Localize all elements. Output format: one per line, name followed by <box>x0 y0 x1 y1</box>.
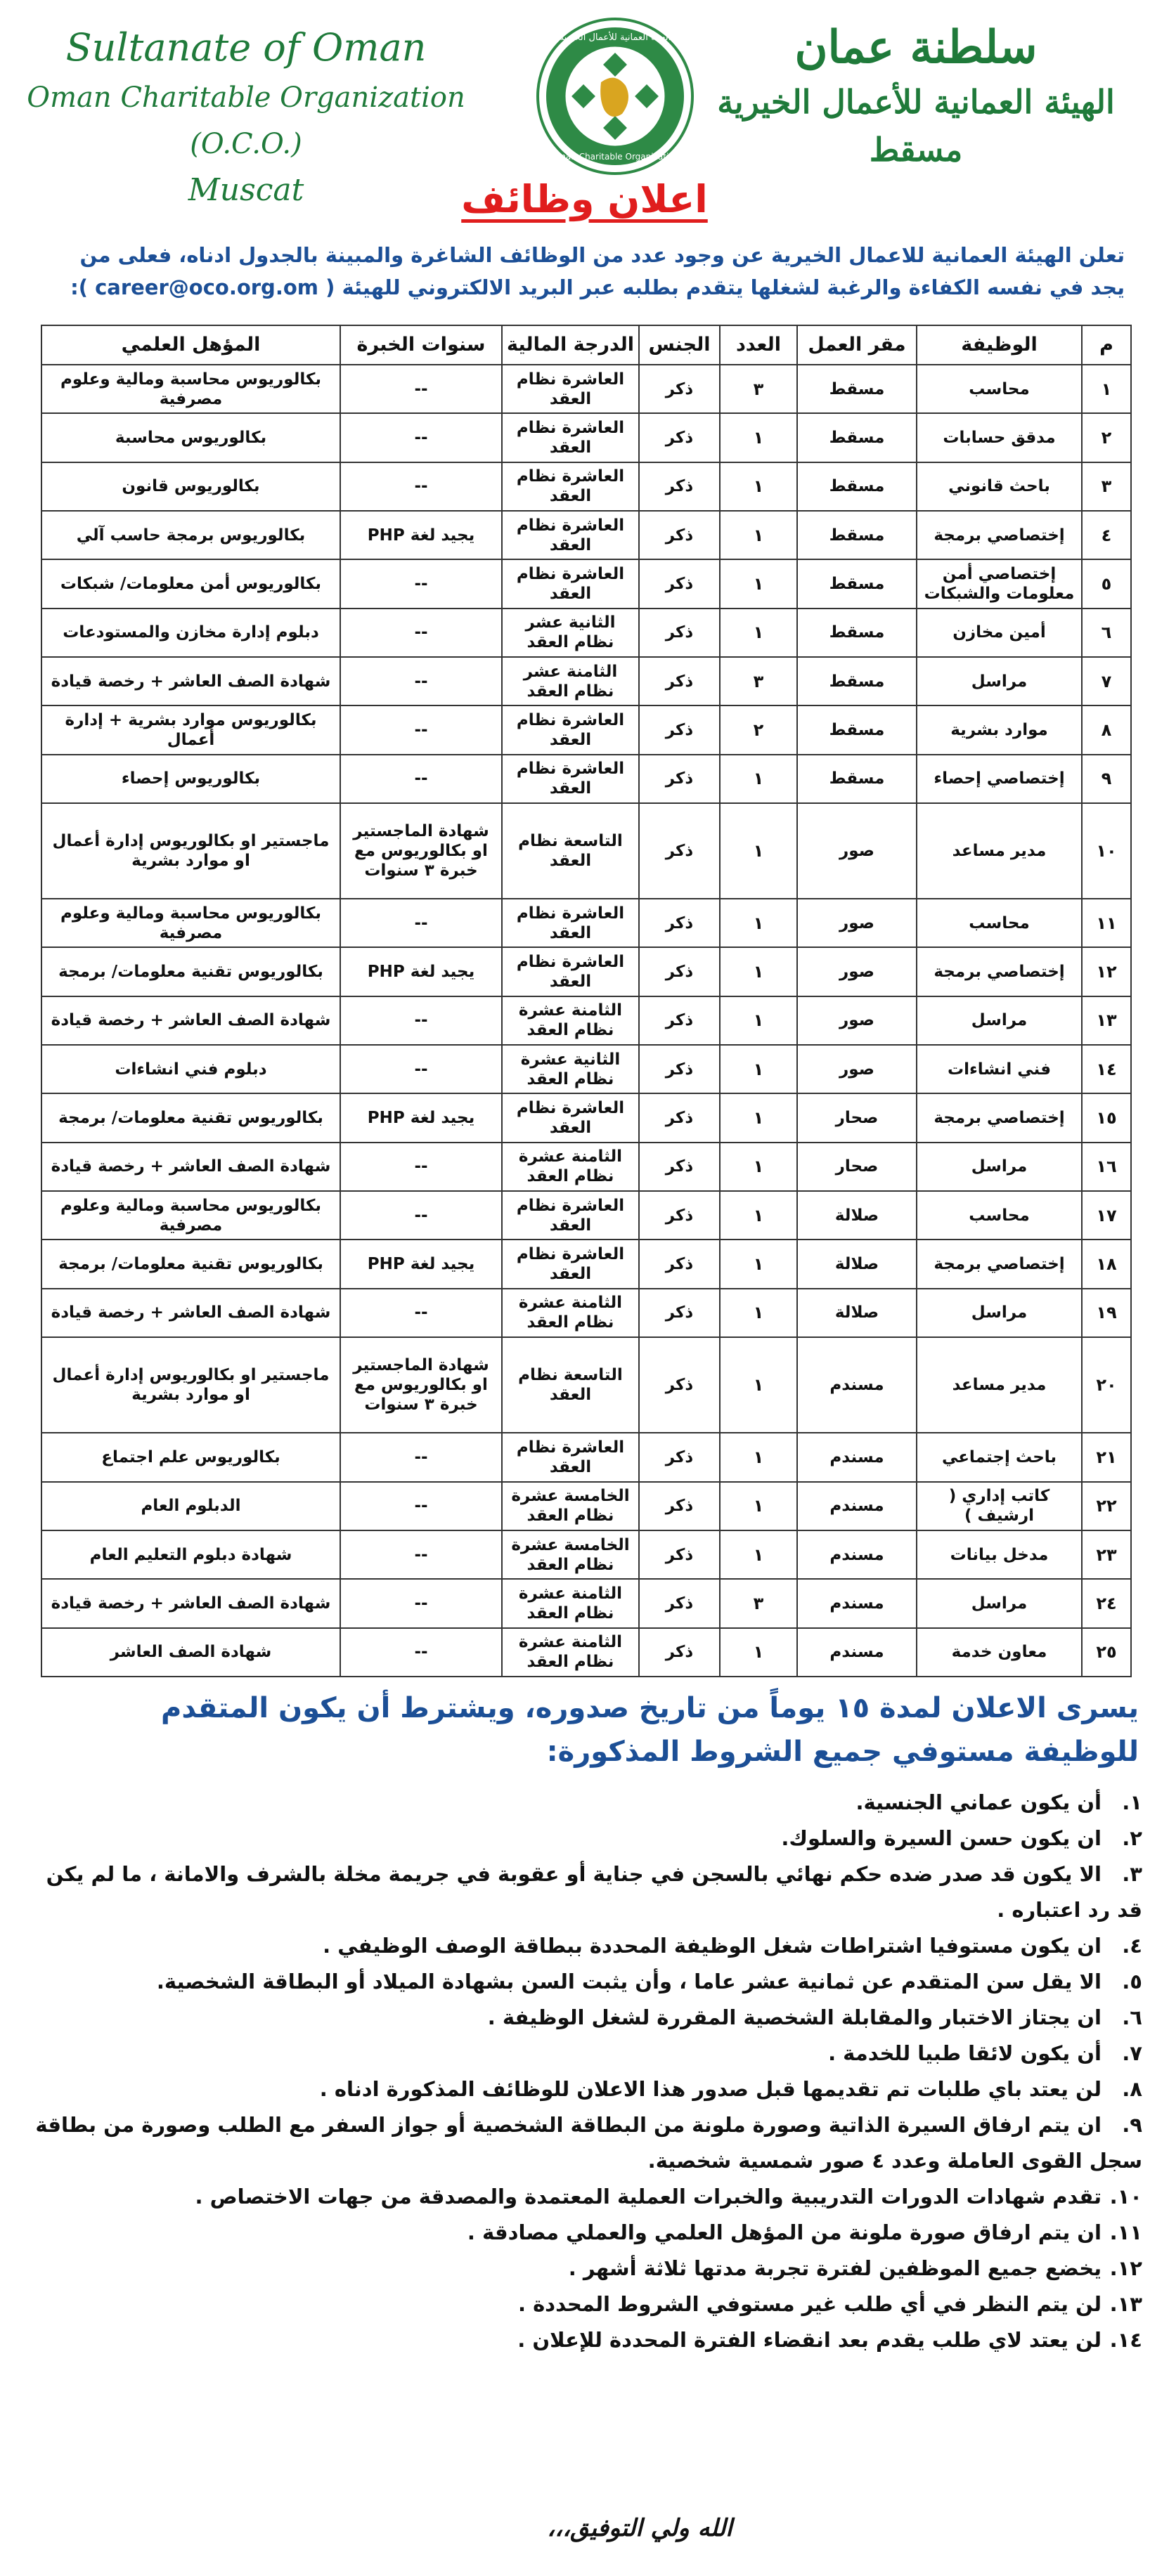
column-header: مقر العمل <box>797 325 917 365</box>
cell-loc: مسندم <box>797 1628 917 1677</box>
cell-grade: الثامنة عشرة نظام العقد <box>502 996 639 1045</box>
table-row <box>41 365 1131 413</box>
column-header: المؤهل العلمي <box>41 325 340 365</box>
cell-grade: العاشرة نظام العقد <box>502 899 639 947</box>
cell-qual: شهادة الصف العاشر + رخصة قيادة <box>41 996 340 1045</box>
cell-gender: ذكر <box>639 1628 720 1677</box>
table-row <box>41 511 1131 559</box>
cell-grade: العاشرة نظام العقد <box>502 755 639 803</box>
column-header: العدد <box>720 325 797 365</box>
cell-qual: بكالوريوس محاسبة ومالية وعلوم مصرفية <box>41 1191 340 1240</box>
cell-qual: دبلوم إدارة مخازن والمستودعات <box>41 609 340 657</box>
cell-exp: يجيد لغة PHP <box>340 1240 502 1288</box>
column-header: الجنس <box>639 325 720 365</box>
table-row <box>41 1337 1131 1433</box>
table-row <box>41 1191 1131 1240</box>
cell-count: ١ <box>720 1143 797 1191</box>
table-row <box>41 657 1131 705</box>
cell-job: مراسل <box>917 657 1082 705</box>
cell-grade: العاشرة نظام العقد <box>502 413 639 462</box>
cell-n: ٨ <box>1082 705 1131 754</box>
cell-gender: ذكر <box>639 947 720 996</box>
page-title: اعلان وظائف <box>461 177 708 221</box>
cell-exp: -- <box>340 755 502 803</box>
cell-gender: ذكر <box>639 1191 720 1240</box>
cell-exp: -- <box>340 996 502 1045</box>
cell-n: ١٣ <box>1082 996 1131 1045</box>
cell-gender: ذكر <box>639 609 720 657</box>
cell-count: ١ <box>720 609 797 657</box>
cell-count: ١ <box>720 1433 797 1481</box>
cell-loc: مسقط <box>797 462 917 511</box>
table-row <box>41 1289 1131 1337</box>
cell-grade: العاشرة نظام العقد <box>502 511 639 559</box>
table-row <box>41 1482 1131 1530</box>
cell-gender: ذكر <box>639 413 720 462</box>
cell-count: ١ <box>720 462 797 511</box>
cell-qual: بكالوريوس محاسبة <box>41 413 340 462</box>
cell-count: ١ <box>720 1628 797 1677</box>
condition-item <box>28 1821 1142 1856</box>
closing-signature: الله ولي التوفيق،،، <box>547 2514 732 2542</box>
cell-exp: -- <box>340 1433 502 1481</box>
cell-loc: صلالة <box>797 1289 917 1337</box>
cell-gender: ذكر <box>639 1143 720 1191</box>
contact-email: career@oco.org.om <box>95 275 318 299</box>
condition-number: ٥. <box>1122 1970 1142 1993</box>
cell-grade: الخامسة عشرة نظام العقد <box>502 1530 639 1579</box>
condition-item <box>28 1785 1142 1821</box>
cell-count: ١ <box>720 1045 797 1093</box>
cell-exp: -- <box>340 413 502 462</box>
cell-gender: ذكر <box>639 1579 720 1627</box>
column-header: م <box>1082 325 1131 365</box>
table-row <box>41 1579 1131 1627</box>
cell-grade: التاسعة نظام العقد <box>502 1337 639 1433</box>
cell-exp: -- <box>340 1289 502 1337</box>
cell-exp: -- <box>340 1530 502 1579</box>
cell-count: ١ <box>720 899 797 947</box>
cell-loc: صور <box>797 1045 917 1093</box>
condition-item <box>28 2071 1142 2107</box>
cell-exp: شهادة الماجستير او بكالوريوس مع خبرة ٣ سنوات <box>340 1337 502 1433</box>
table-row <box>41 559 1131 608</box>
cell-exp: -- <box>340 1045 502 1093</box>
cell-job: محاسب <box>917 1191 1082 1240</box>
cell-n: ٢٢ <box>1082 1482 1131 1530</box>
cell-n: ١٥ <box>1082 1093 1131 1142</box>
condition-text: يخضع جميع الموظفين لفترة تجربة مدتها ثلاثة أشهر . <box>568 2256 1102 2280</box>
cell-loc: مسندم <box>797 1530 917 1579</box>
country-name-en: Sultanate of Oman <box>65 25 427 70</box>
city-name-en: Muscat <box>188 172 304 208</box>
table-row <box>41 996 1131 1045</box>
cell-grade: العاشرة نظام العقد <box>502 559 639 608</box>
cell-loc: مسقط <box>797 559 917 608</box>
cell-job: باحث قانوني <box>917 462 1082 511</box>
cell-n: ٤ <box>1082 511 1131 559</box>
cell-job: محاسب <box>917 365 1082 413</box>
condition-number: ٧. <box>1122 2041 1142 2065</box>
cell-grade: العاشرة نظام العقد <box>502 1191 639 1240</box>
cell-gender: ذكر <box>639 755 720 803</box>
cell-n: ١١ <box>1082 899 1131 947</box>
table-row <box>41 1143 1131 1191</box>
cell-qual: شهادة الصف العاشر + رخصة قيادة <box>41 1143 340 1191</box>
cell-n: ٢٠ <box>1082 1337 1131 1433</box>
condition-text: أن يكون عماني الجنسية. <box>855 1790 1102 1814</box>
cell-n: ٧ <box>1082 657 1131 705</box>
cell-qual: بكالوريوس علم اجتماع <box>41 1433 340 1481</box>
cell-n: ١ <box>1082 365 1131 413</box>
cell-job: باحث إجتماعي <box>917 1433 1082 1481</box>
intro-close: ): <box>70 275 88 299</box>
condition-item <box>28 1928 1142 1964</box>
cell-count: ١ <box>720 511 797 559</box>
cell-loc: مسقط <box>797 511 917 559</box>
cell-count: ١ <box>720 803 797 899</box>
cell-job: فني انشاءات <box>917 1045 1082 1093</box>
condition-number: ٤. <box>1122 1934 1142 1958</box>
table-body <box>41 365 1131 1677</box>
cell-exp: -- <box>340 1191 502 1240</box>
table-row <box>41 1433 1131 1481</box>
column-header: الدرجة المالية <box>502 325 639 365</box>
cell-count: ١ <box>720 755 797 803</box>
cell-count: ١ <box>720 947 797 996</box>
cell-exp: يجيد لغة PHP <box>340 511 502 559</box>
cell-loc: صور <box>797 996 917 1045</box>
cell-grade: الثامنة عشرة نظام العقد <box>502 1579 639 1627</box>
cell-qual: بكالوريوس محاسبة ومالية وعلوم مصرفية <box>41 899 340 947</box>
cell-count: ٢ <box>720 705 797 754</box>
cell-count: ٣ <box>720 1579 797 1627</box>
cell-gender: ذكر <box>639 1530 720 1579</box>
cell-qual: بكالوريوس أمن معلومات/ شبكات <box>41 559 340 608</box>
cell-loc: صلالة <box>797 1240 917 1288</box>
cell-exp: -- <box>340 899 502 947</box>
cell-exp: -- <box>340 1143 502 1191</box>
condition-number: ١٣. <box>1109 2292 1142 2316</box>
table-row <box>41 705 1131 754</box>
cell-gender: ذكر <box>639 365 720 413</box>
cell-qual: شهادة الصف العاشر + رخصة قيادة <box>41 657 340 705</box>
cell-loc: مسقط <box>797 609 917 657</box>
condition-item <box>28 2036 1142 2071</box>
condition-number: ٩. <box>1122 2113 1142 2137</box>
condition-text: أن يكون لائقا طبيا للخدمة . <box>828 2041 1102 2065</box>
table-row <box>41 1045 1131 1093</box>
logo-ring-text: Oman Charitable Organization <box>550 152 680 162</box>
cell-loc: مسقط <box>797 365 917 413</box>
condition-number: ٣. <box>1122 1862 1142 1886</box>
condition-text: ان يتم ارفاق صورة ملونة من المؤهل العلمي والعملي مصادقة . <box>467 2220 1102 2244</box>
cell-count: ٣ <box>720 657 797 705</box>
cell-qual: بكالوريوس تقنية معلومات/ برمجة <box>41 1093 340 1142</box>
cell-exp: يجيد لغة PHP <box>340 947 502 996</box>
cell-job: أمين مخازن <box>917 609 1082 657</box>
cell-job: مراسل <box>917 996 1082 1045</box>
cell-qual: شهادة الصف العاشر + رخصة قيادة <box>41 1579 340 1627</box>
cell-gender: ذكر <box>639 657 720 705</box>
table-row <box>41 462 1131 511</box>
cell-qual: ماجستير او بكالوريوس إدارة أعمال او موارد بشرية <box>41 803 340 899</box>
cell-loc: مسندم <box>797 1337 917 1433</box>
cell-job: محاسب <box>917 899 1082 947</box>
condition-item <box>28 2251 1142 2286</box>
condition-item <box>28 2322 1142 2358</box>
cell-qual: بكالوريوس موارد بشرية + إدارة أعمال <box>41 705 340 754</box>
table-row <box>41 1530 1131 1579</box>
column-header: الوظيفة <box>917 325 1082 365</box>
condition-number: ٢. <box>1122 1826 1142 1850</box>
country-name-ar: سلطنة عمان <box>794 21 1038 74</box>
cell-exp: -- <box>340 1628 502 1677</box>
cell-n: ٥ <box>1082 559 1131 608</box>
condition-number: ١٠. <box>1109 2185 1142 2209</box>
cell-n: ٩ <box>1082 755 1131 803</box>
condition-text: لن يعتد باي طلبات تم تقديمها قبل صدور هذا الاعلان للوظائف المذكورة ادناه . <box>319 2077 1102 2101</box>
cell-loc: مسقط <box>797 657 917 705</box>
cell-gender: ذكر <box>639 559 720 608</box>
table-header-row <box>41 325 1131 365</box>
cell-loc: مسقط <box>797 413 917 462</box>
cell-grade: العاشرة نظام العقد <box>502 365 639 413</box>
condition-item <box>28 2215 1142 2251</box>
condition-text: ان يجتاز الاختبار والمقابلة الشخصية المقررة لشغل الوظيفة . <box>487 2005 1102 2029</box>
cell-loc: مسندم <box>797 1433 917 1481</box>
cell-grade: الثانية عشرة نظام العقد <box>502 1045 639 1093</box>
column-header: سنوات الخبرة <box>340 325 502 365</box>
cell-n: ٢١ <box>1082 1433 1131 1481</box>
cell-count: ١ <box>720 1482 797 1530</box>
cell-exp: -- <box>340 365 502 413</box>
condition-text: ان يتم ارفاق السيرة الذاتية وصورة ملونة من البطاقة الشخصية أو جواز السفر مع الطلب وصورة من بطاقة سجل القوى العاملة وعدد ٤ صور شمسية شخصية. <box>35 2113 1142 2173</box>
cell-n: ١٦ <box>1082 1143 1131 1191</box>
cell-job: مدير مساعد <box>917 1337 1082 1433</box>
cell-qual: بكالوريوس إحصاء <box>41 755 340 803</box>
cell-gender: ذكر <box>639 1093 720 1142</box>
condition-item <box>28 2000 1142 2036</box>
cell-loc: مسندم <box>797 1579 917 1627</box>
svg-text:الهيئة العمانية للأعمال الخيري: الهيئة العمانية للأعمال الخيرية <box>559 32 671 43</box>
organization-name-en: Oman Charitable Organization (O.C.O.) <box>27 82 465 160</box>
organization-name-ar: الهيئة العمانية للأعمال الخيرية <box>717 83 1115 121</box>
cell-exp: -- <box>340 609 502 657</box>
table-row <box>41 1093 1131 1142</box>
cell-count: ١ <box>720 1093 797 1142</box>
cell-n: ١٠ <box>1082 803 1131 899</box>
cell-loc: صحار <box>797 1093 917 1142</box>
cell-grade: العاشرة نظام العقد <box>502 1240 639 1288</box>
cell-job: موارد بشرية <box>917 705 1082 754</box>
cell-gender: ذكر <box>639 1482 720 1530</box>
cell-qual: بكالوريوس برمجة حاسب آلي <box>41 511 340 559</box>
table-row <box>41 1240 1131 1288</box>
conditions-heading: يسرى الاعلان لمدة ١٥ يوماً من تاريخ صدوره، ويشترط أن يكون المتقدم للوظيفة مستوفي جميع الشروط المذكورة: <box>161 1692 1139 1768</box>
cell-count: ١ <box>720 413 797 462</box>
condition-number: ٨. <box>1122 2077 1142 2101</box>
cell-grade: التاسعة نظام العقد <box>502 803 639 899</box>
condition-text: لن يتم النظر في أي طلب غير مستوفي الشروط المحددة . <box>517 2292 1102 2316</box>
cell-exp: يجيد لغة PHP <box>340 1093 502 1142</box>
arabic-letterhead <box>691 18 1141 173</box>
condition-number: ١١. <box>1109 2220 1142 2244</box>
city-name-ar: مسقط <box>869 131 963 169</box>
cell-job: مراسل <box>917 1143 1082 1191</box>
cell-n: ٢٥ <box>1082 1628 1131 1677</box>
table-row <box>41 947 1131 996</box>
condition-number: ١٤. <box>1109 2328 1142 2352</box>
cell-qual: دبلوم فني انشاءات <box>41 1045 340 1093</box>
cell-count: ١ <box>720 559 797 608</box>
cell-job: مراسل <box>917 1579 1082 1627</box>
cell-loc: صور <box>797 899 917 947</box>
cell-job: إختصاصي برمجة <box>917 1240 1082 1288</box>
table-row <box>41 755 1131 803</box>
cell-count: ١ <box>720 1530 797 1579</box>
cell-loc: مسندم <box>797 1482 917 1530</box>
cell-job: إختصاصي برمجة <box>917 1093 1082 1142</box>
cell-count: ١ <box>720 1191 797 1240</box>
cell-grade: العاشرة نظام العقد <box>502 705 639 754</box>
vacancies-table <box>41 325 1132 1677</box>
cell-n: ٢ <box>1082 413 1131 462</box>
cell-gender: ذكر <box>639 462 720 511</box>
cell-n: ٣ <box>1082 462 1131 511</box>
cell-grade: الثانية عشر نظام العقد <box>502 609 639 657</box>
condition-item <box>28 1856 1142 1928</box>
cell-qual: شهادة الصف العاشر <box>41 1628 340 1677</box>
cell-job: معاون خدمة <box>917 1628 1082 1677</box>
cell-grade: الثامنة عشرة نظام العقد <box>502 1628 639 1677</box>
condition-text: لن يعتد لاي طلب يقدم بعد انقضاء الفترة المحددة للإعلان . <box>517 2328 1102 2352</box>
cell-exp: -- <box>340 657 502 705</box>
cell-grade: الثامنة عشرة نظام العقد <box>502 1289 639 1337</box>
cell-job: إختصاصي برمجة <box>917 947 1082 996</box>
cell-job: كاتب إداري ( ارشيف ) <box>917 1482 1082 1530</box>
condition-item <box>28 2107 1142 2179</box>
cell-grade: الثامنة عشر نظام العقد <box>502 657 639 705</box>
cell-n: ١٨ <box>1082 1240 1131 1288</box>
cell-gender: ذكر <box>639 803 720 899</box>
cell-grade: العاشرة نظام العقد <box>502 1433 639 1481</box>
condition-item <box>28 1964 1142 2000</box>
cell-gender: ذكر <box>639 1289 720 1337</box>
cell-exp: شهادة الماجستير او بكالوريوس مع خبرة ٣ سنوات <box>340 803 502 899</box>
cell-loc: صور <box>797 947 917 996</box>
cell-gender: ذكر <box>639 996 720 1045</box>
cell-exp: -- <box>340 559 502 608</box>
cell-count: ١ <box>720 1337 797 1433</box>
cell-gender: ذكر <box>639 1433 720 1481</box>
table-row <box>41 899 1131 947</box>
cell-exp: -- <box>340 462 502 511</box>
cell-grade: العاشرة نظام العقد <box>502 462 639 511</box>
cell-qual: شهادة دبلوم التعليم العام <box>41 1530 340 1579</box>
organization-logo <box>534 15 696 177</box>
cell-qual: بكالوريوس تقنية معلومات/ برمجة <box>41 1240 340 1288</box>
table-row <box>41 609 1131 657</box>
cell-gender: ذكر <box>639 1045 720 1093</box>
cell-count: ١ <box>720 1240 797 1288</box>
cell-count: ١ <box>720 996 797 1045</box>
cell-n: ١٩ <box>1082 1289 1131 1337</box>
cell-n: ٦ <box>1082 609 1131 657</box>
table-row <box>41 1628 1131 1677</box>
cell-loc: صحار <box>797 1143 917 1191</box>
cell-loc: صور <box>797 803 917 899</box>
cell-job: مدخل بيانات <box>917 1530 1082 1579</box>
cell-grade: العاشرة نظام العقد <box>502 1093 639 1142</box>
cell-qual: بكالوريوس قانون <box>41 462 340 511</box>
cell-job: مدقق حسابات <box>917 413 1082 462</box>
cell-n: ١٢ <box>1082 947 1131 996</box>
cell-n: ٢٤ <box>1082 1579 1131 1627</box>
cell-qual: بكالوريوس محاسبة ومالية وعلوم مصرفية <box>41 365 340 413</box>
cell-grade: الخامسة عشرة نظام العقد <box>502 1482 639 1530</box>
table-row <box>41 803 1131 899</box>
cell-n: ١٧ <box>1082 1191 1131 1240</box>
cell-job: مدير مساعد <box>917 803 1082 899</box>
cell-qual: الدبلوم العام <box>41 1482 340 1530</box>
cell-count: ١ <box>720 1289 797 1337</box>
cell-n: ١٤ <box>1082 1045 1131 1093</box>
table-row <box>41 413 1131 462</box>
condition-text: الا يكون قد صدر ضده حكم نهائي بالسجن في جناية أو عقوبة في جريمة مخلة بالشرف والامانة ، ما لم يكن قد رد اعتباره . <box>46 1862 1142 1922</box>
cell-gender: ذكر <box>639 511 720 559</box>
cell-gender: ذكر <box>639 899 720 947</box>
condition-number: ١٢. <box>1109 2256 1142 2280</box>
cell-n: ٢٣ <box>1082 1530 1131 1579</box>
cell-job: إختصاصي أمن معلومات والشبكات <box>917 559 1082 608</box>
cell-grade: الثامنة عشرة نظام العقد <box>502 1143 639 1191</box>
condition-item <box>28 2179 1142 2215</box>
cell-exp: -- <box>340 1482 502 1530</box>
cell-loc: مسقط <box>797 705 917 754</box>
intro-text: تعلن الهيئة العمانية للاعمال الخيرية عن وجود عدد من الوظائف الشاغرة والمبينة بالجدول ادناه، فعلى من يجد في نفسه الكفاءة والرغبة لشغلها يتقدم بطلبه عبر البريد الالكتروني للهيئة ( <box>79 243 1125 299</box>
cell-exp: -- <box>340 705 502 754</box>
condition-text: ان يكون حسن السيرة والسلوك. <box>781 1826 1102 1850</box>
cell-count: ٣ <box>720 365 797 413</box>
cell-loc: صلالة <box>797 1191 917 1240</box>
cell-gender: ذكر <box>639 1337 720 1433</box>
condition-text: ان يكون مستوفيا اشتراطات شغل الوظيفة المحددة ببطاقة الوصف الوظيفي . <box>323 1934 1102 1958</box>
cell-gender: ذكر <box>639 1240 720 1288</box>
cell-qual: بكالوريوس تقنية معلومات/ برمجة <box>41 947 340 996</box>
cell-job: إختصاصي برمجة <box>917 511 1082 559</box>
condition-text: الا يقل سن المتقدم عن ثمانية عشر عاما ، وأن يثبت السن بشهادة الميلاد أو البطاقة الشخصية. <box>156 1970 1102 1993</box>
cell-grade: العاشرة نظام العقد <box>502 947 639 996</box>
condition-item <box>28 2286 1142 2322</box>
condition-number: ٦. <box>1122 2005 1142 2029</box>
condition-number: ١. <box>1122 1790 1142 1814</box>
cell-job: مراسل <box>917 1289 1082 1337</box>
cell-job: إختصاصي إحصاء <box>917 755 1082 803</box>
intro-paragraph <box>42 239 1125 304</box>
cell-qual: ماجستير او بكالوريوس إدارة أعمال او موارد بشرية <box>41 1337 340 1433</box>
condition-text: تقدم شهادات الدورات التدريبية والخبرات العملية المعتمدة والمصدقة من جهات الاختصاص . <box>195 2185 1102 2209</box>
cell-gender: ذكر <box>639 705 720 754</box>
cell-qual: شهادة الصف العاشر + رخصة قيادة <box>41 1289 340 1337</box>
cell-loc: مسقط <box>797 755 917 803</box>
conditions-list <box>28 1785 1142 2358</box>
cell-exp: -- <box>340 1579 502 1627</box>
